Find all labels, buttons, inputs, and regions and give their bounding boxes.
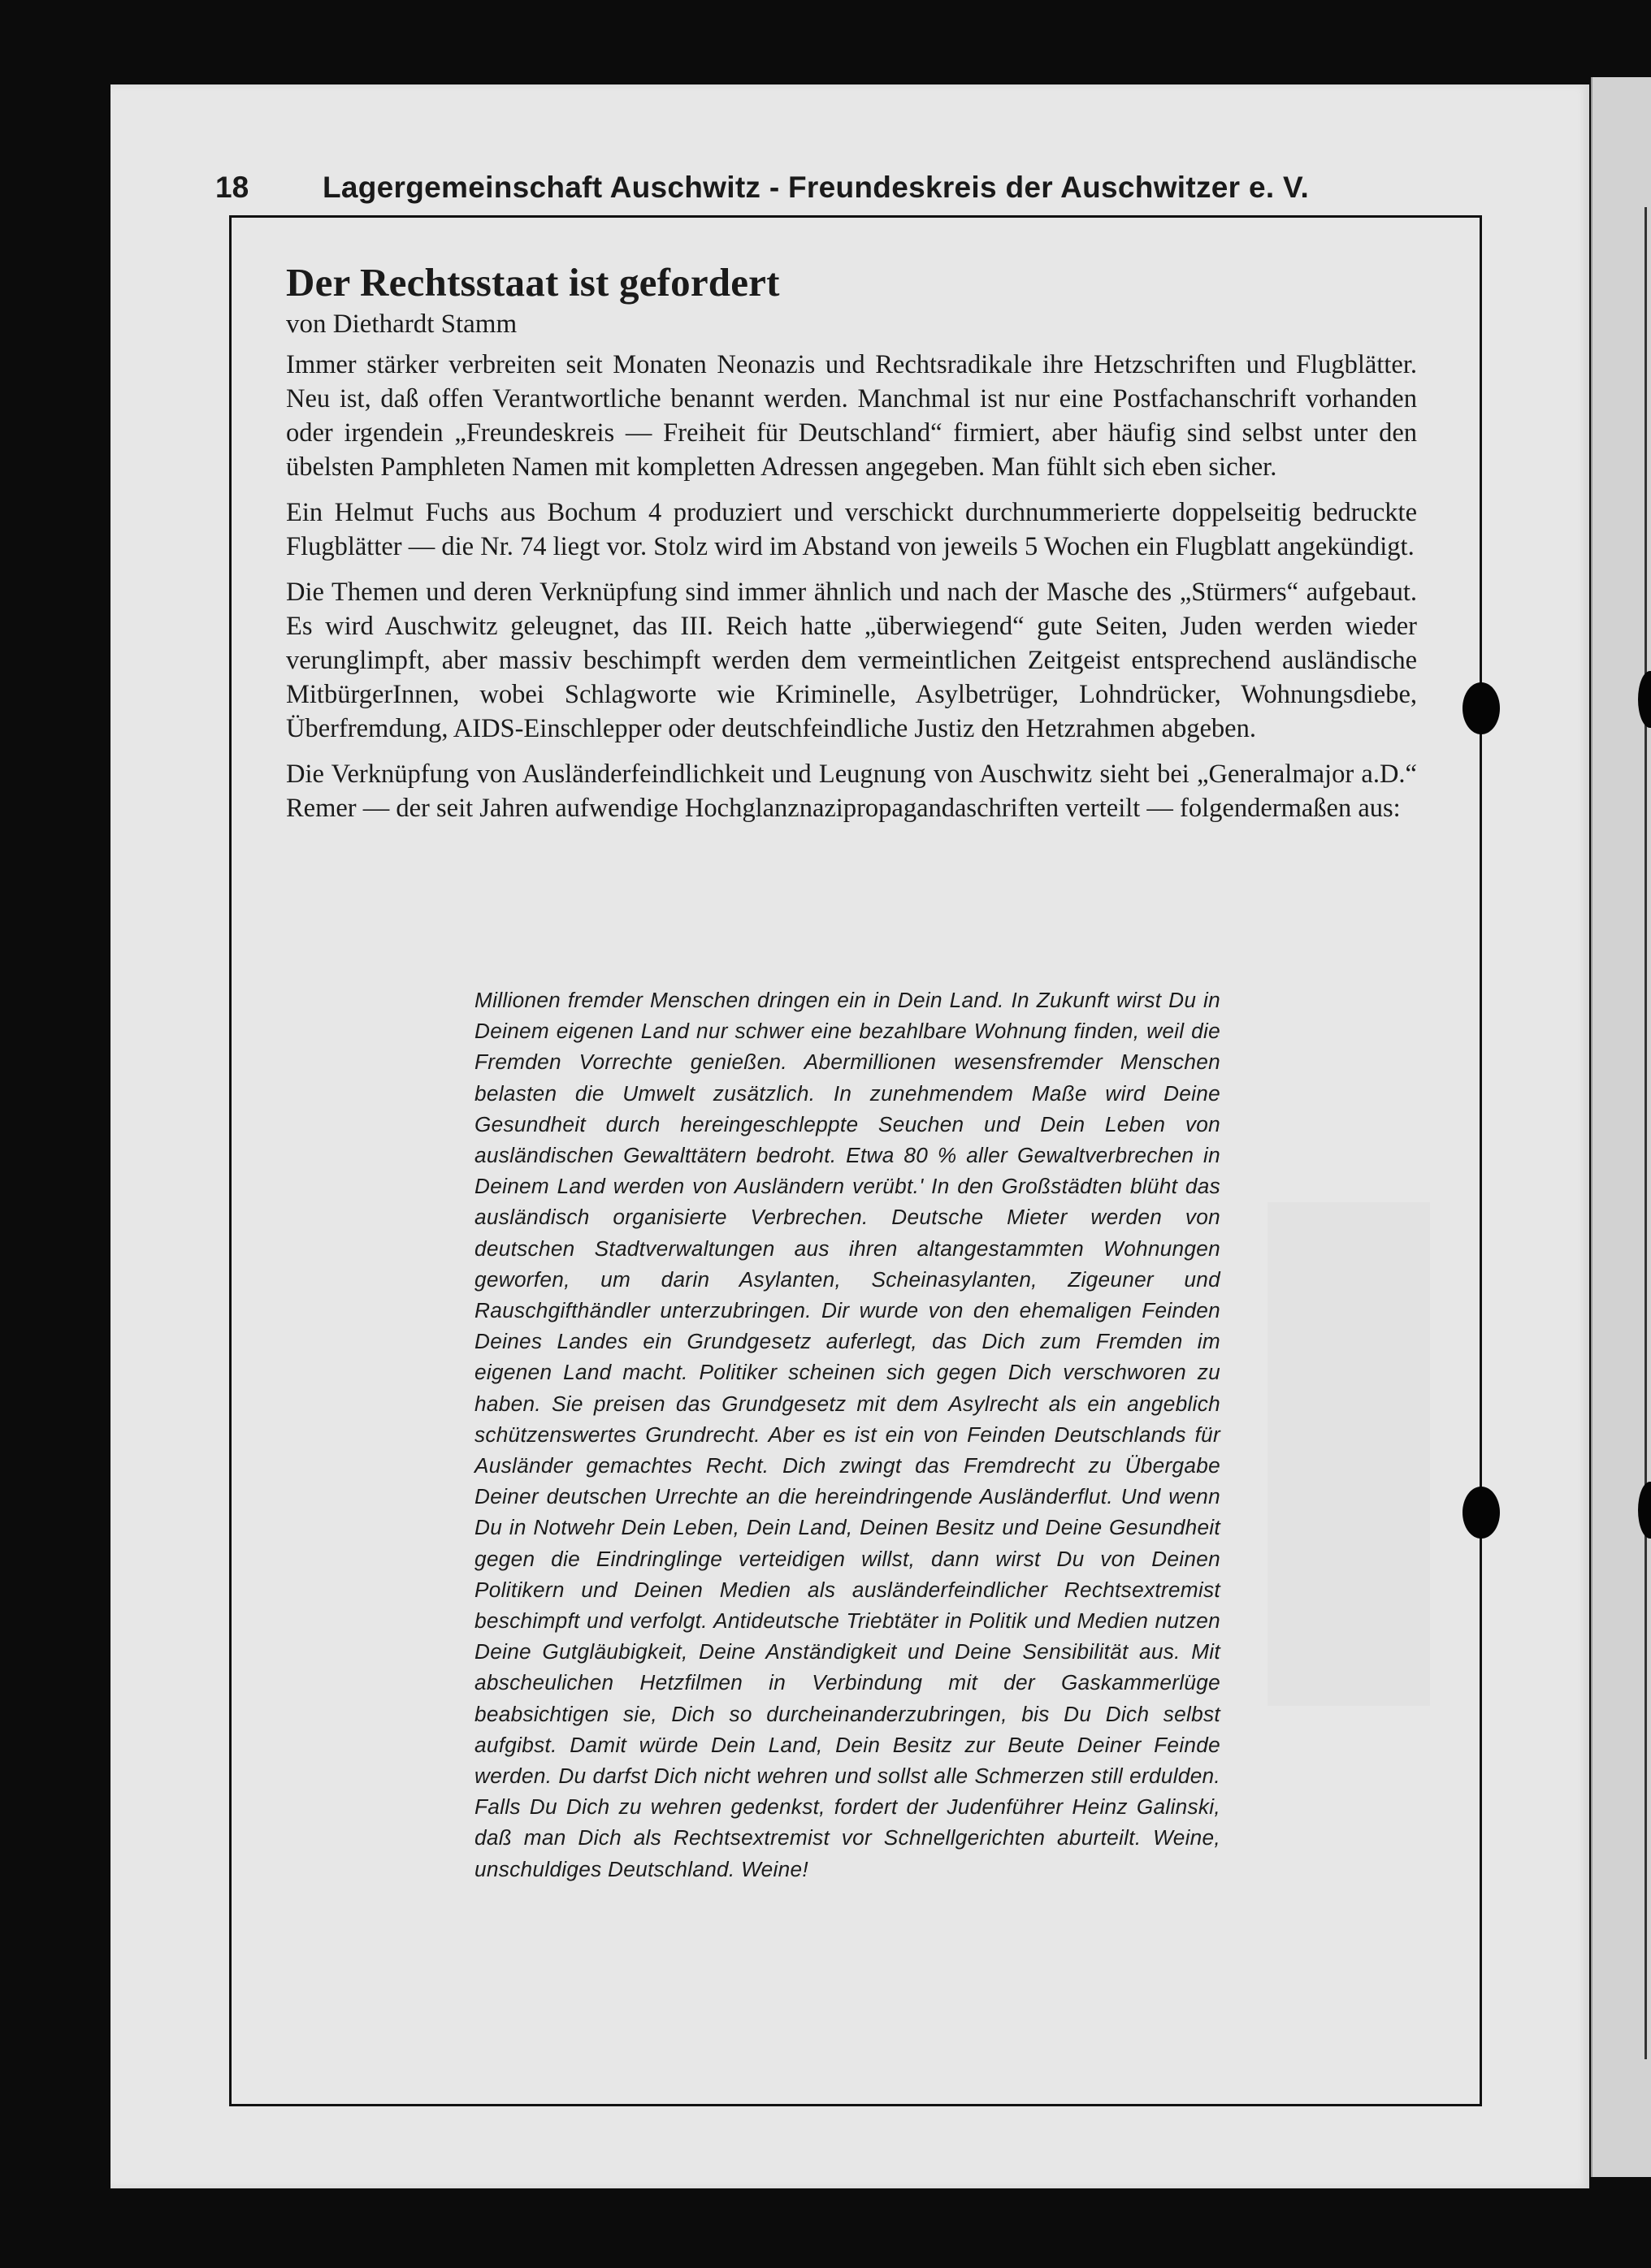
running-title: Lagergemeinschaft Auschwitz - Freundeskreis der Auschwitzer e. V. xyxy=(323,171,1310,204)
article xyxy=(286,258,1417,837)
article-paragraph-4: Die Verknüpfung von Ausländerfeindlichkeit und Leugnung von Auschwitz sieht bei „Generalmajor a.D.“ Remer — der seit Jahren aufwendige Hochglanznazipropagandaschriften verteilt — folgendermaßen aus: xyxy=(286,760,1417,823)
adjacent-page-frame-line xyxy=(1644,207,1647,2059)
article-paragraph-2: Ein Helmut Fuchs aus Bochum 4 produziert und verschickt durchnummerierte doppelseitig bedruckte Flugblätter — die Nr. 74 liegt vor. Stolz wird im Abstand von jeweils 5 Wochen ein Flugblatt angekündigt. xyxy=(286,498,1417,561)
page-header xyxy=(215,171,1385,211)
punch-hole-upper xyxy=(1462,682,1500,734)
adjacent-page-edge xyxy=(1591,77,1651,2177)
page-number: 18 xyxy=(215,171,249,204)
article-title: Der Rechtsstaat ist gefordert xyxy=(286,260,780,305)
article-paragraph-3: Die Themen und deren Verknüpfung sind immer ähnlich und nach der Masche des „Stürmers“ aufgebaut. Es wird Auschwitz geleugnet, das III. Reich hatte „überwiegend“ gute Seiten, Juden werden wieder verunglimpft, aber massiv beschimpft werden dem vermeintlichen Zeitgeist entsprechend ausländische MitbürgerInnen, wobei Schlagworte wie Kriminelle, Asylbetrüger, Lohndrücker, Wohnungsdiebe, Überfremdung, AIDS-Einschlepper oder deutschfeindliche Justiz den Hetzrahmen abgeben. xyxy=(286,578,1417,743)
article-paragraph-1: Immer stärker verbreiten seit Monaten Neonazis und Rechtsradikale ihre Hetzschriften und Flugblätter. Neu ist, daß offen Verantwortliche benannt werden. Manchmal ist nur eine Postfachanschrift vorhanden oder irgendein „Freundeskreis — Freiheit für Deutschland“ firmiert, aber häufig sind selbst unter den übelsten Pamphleten Namen mit kompletten Adressen angegeben. Man fühlt sich eben sicher. xyxy=(286,350,1417,482)
quoted-passage: Millionen fremder Menschen dringen ein in Dein Land. In Zukunft wirst Du in Deinem eigenen Land nur schwer eine bezahlbare Wohnung finden, weil die Fremden Vorrechte genießen. Abermillionen wesensfremder Menschen belasten die Umwelt zusätzlich. In zunehmendem Maße wird Deine Gesundheit durch hereingeschleppte Seuchen und Dein Leben von ausländischen Gewalttätern bedroht. Etwa 80 % aller Gewaltverbrechen in Deinem Land werden von Ausländern verübt.' In den Großstädten blüht das ausländisch organisierte Verbrechen. Deutsche Mieter werden von deutschen Stadtverwaltungen aus ihren altangestammten Wohnungen geworfen, um darin Asylanten, Scheinasylanten, Zigeuner und Rauschgifthändler unterzubringen. Dir wurde von den ehemaligen Feinden Deines Landes ein Grundgesetz auferlegt, das Dich zum Fremden im eigenen Land macht. Politiker scheinen sich gegen Dich verschworen zu haben. Sie preisen das Grundgesetz mit dem Asylrecht als ein angeblich schützenswertes Grundrecht. Aber es ist ein von Feinden Deutschlands für Ausländer gemachtes Recht. Dich zwingt das Fremdrecht zu Übergabe Deiner deutschen Urrechte an die hereindringende Ausländerflut. Und wenn Du in Notwehr Dein Leben, Dein Land, Deinen Besitz und Deine Gesundheit gegen die Eindringlinge verteidigen willst, dann wirst Du von Deinen Politikern und Deinen Medien als ausländerfeindlicher Rechtsextremist beschimpft und verfolgt. Antideutsche Triebtäter in Politik und Medien nutzen Deine Gutgläubigkeit, Deine Anständigkeit und Deine Sensibilität aus. Mit abscheulichen Hetzfilmen in Verbindung mit der Gaskammerlüge beabsichtigen sie, Dich so durcheinanderzubringen, bis Du Dich selbst aufgibst. Damit würde Dein Land, Dein Besitz zur Beute Deiner Feinde werden. Du darfst Dich nicht wehren und sollst alle Schmerzen still erdulden. Falls Du Dich zu wehren gedenkst, fordert der Judenführer Heinz Galinski, daß man Dich als Rechtsextremist vor Schnellgerichten aburteilt. Weine, unschuldiges Deutschland. Weine! xyxy=(474,988,1220,1881)
article-author: von Diethardt Stamm xyxy=(286,309,518,339)
punch-hole-lower xyxy=(1462,1487,1500,1539)
